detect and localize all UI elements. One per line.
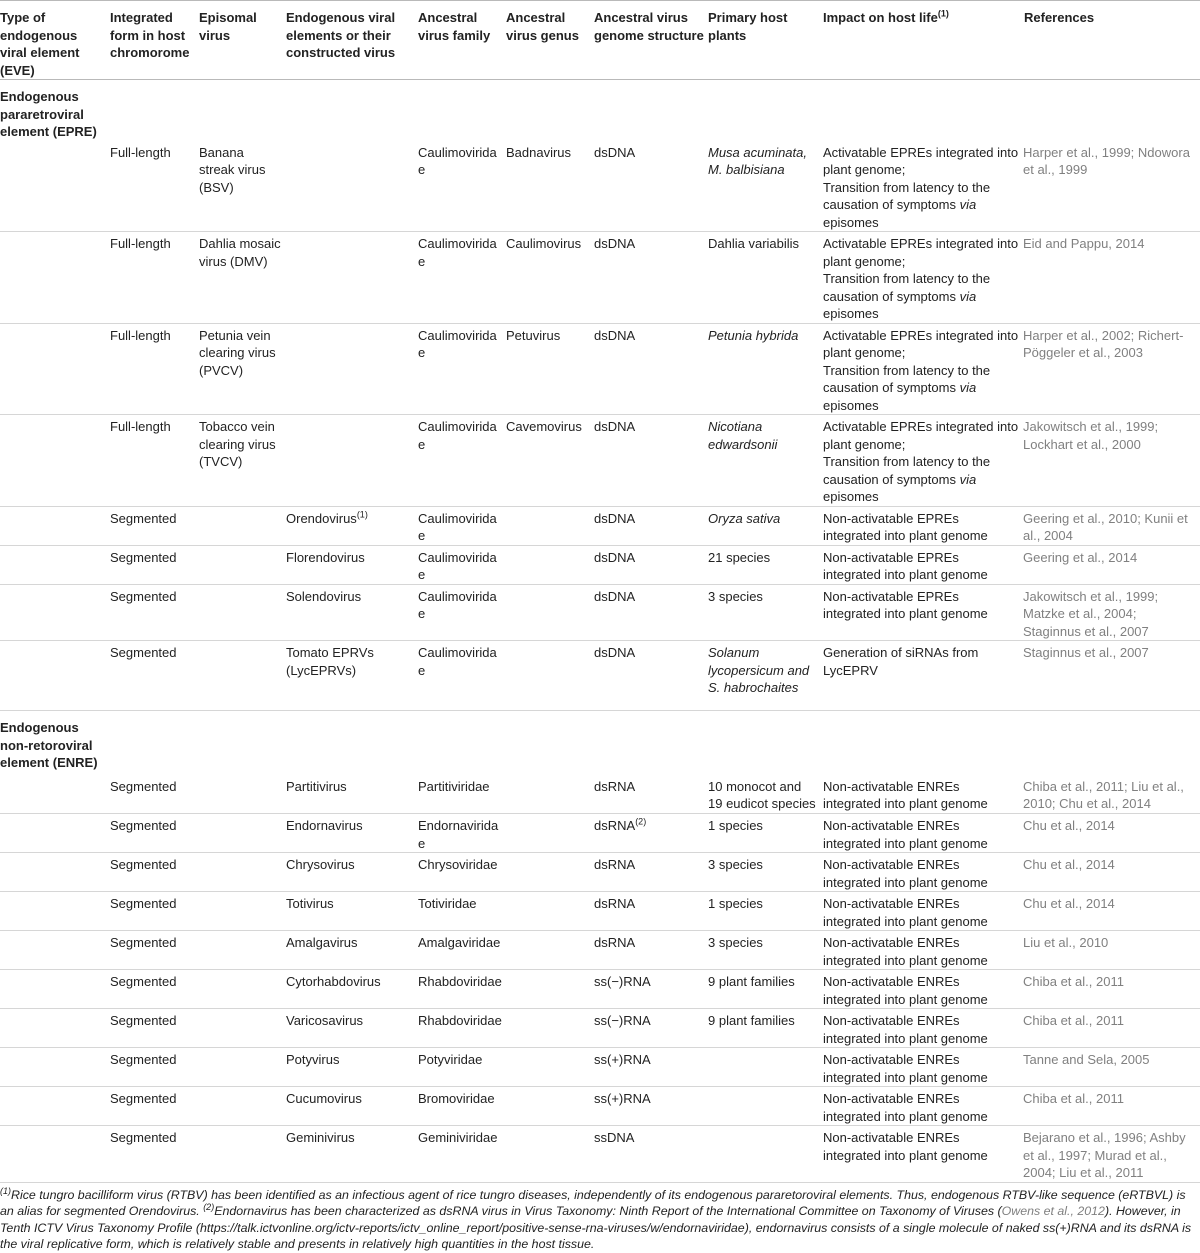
table-row <box>0 506 1200 545</box>
cell-host-plants: Solanum lycopersicum and S. habrochaites <box>708 641 823 711</box>
cell-host-plants: 3 species <box>708 584 823 641</box>
table-row <box>0 545 1200 584</box>
table-header-row <box>0 1 1200 80</box>
cell-integrated-form: Segmented <box>110 775 199 814</box>
cell-ancestral-family: Amalgaviridae <box>418 931 506 970</box>
cell-endogenous-element: Varicosavirus <box>286 1009 418 1048</box>
cell-integrated-form: Segmented <box>110 1009 199 1048</box>
cell-references[interactable]: Chiba et al., 2011 <box>1023 1009 1200 1048</box>
cell-episomal-virus: Banana streak virus (BSV) <box>199 141 286 232</box>
table-row <box>0 1087 1200 1126</box>
impact-line: Activatable EPREs integrated into plant genome; <box>823 327 1019 360</box>
cell-references[interactable]: Eid and Pappu, 2014 <box>1023 232 1200 324</box>
cell-integrated-form: Segmented <box>110 1126 199 1183</box>
cell-integrated-form: Segmented <box>110 641 199 711</box>
cell-host-plants: Petunia hybrida <box>708 323 823 415</box>
cell-genome-structure: dsDNA <box>594 506 708 545</box>
cell-impact: Non-activatable ENREs integrated into plant genome <box>823 931 1023 970</box>
header-episomal-virus: Episomal virus <box>199 1 286 80</box>
impact-line: Transition from latency to the causation of symptoms via episomes <box>823 454 991 504</box>
cell-host-plants: Dahlia variabilis <box>708 232 823 324</box>
cell-ancestral-genus <box>506 814 594 853</box>
cell-eve-type <box>0 1048 110 1087</box>
cell-endogenous-element <box>286 141 418 232</box>
cell-references[interactable]: Harper et al., 2002; Richert-Pöggeler et al., 2003 <box>1023 323 1200 415</box>
cell-eve-type <box>0 141 110 232</box>
cell-genome-structure: dsRNA <box>594 892 708 931</box>
cell-genome-structure: dsRNA <box>594 853 708 892</box>
cell-eve-type <box>0 584 110 641</box>
cell-host-plants: 1 species <box>708 814 823 853</box>
cell-genome-structure: ss(−)RNA <box>594 970 708 1009</box>
cell-integrated-form: Segmented <box>110 1087 199 1126</box>
cell-impact: Non-activatable ENREs integrated into plant genome <box>823 814 1023 853</box>
section-label-epre: Endogenous pararetroviral element (EPRE) <box>0 89 97 139</box>
header-eve-type: Type of endogenous viral element (EVE) <box>0 1 110 80</box>
cell-eve-type <box>0 1087 110 1126</box>
cell-ancestral-family: Partitiviridae <box>418 775 506 814</box>
cell-ancestral-genus: Cavemovirus <box>506 415 594 507</box>
header-impact <box>823 1 1023 80</box>
impact-line: Transition from latency to the causation of symptoms via episomes <box>823 271 991 321</box>
cell-references[interactable]: Tanne and Sela, 2005 <box>1023 1048 1200 1087</box>
cell-integrated-form: Segmented <box>110 970 199 1009</box>
cell-ancestral-family: Caulimoviridae <box>418 545 506 584</box>
cell-impact: Non-activatable ENREs integrated into plant genome <box>823 775 1023 814</box>
cell-ancestral-genus <box>506 970 594 1009</box>
cell-genome-structure: dsDNA <box>594 584 708 641</box>
cell-endogenous-element: Cytorhabdovirus <box>286 970 418 1009</box>
cell-impact: Non-activatable ENREs integrated into plant genome <box>823 853 1023 892</box>
italic-via: via <box>959 197 977 212</box>
cell-host-plants <box>708 1048 823 1087</box>
cell-host-plants: 3 species <box>708 853 823 892</box>
cell-references[interactable]: Harper et al., 1999; Ndowora et al., 1999 <box>1023 141 1200 232</box>
section-row-enre <box>0 711 1200 775</box>
cell-ancestral-genus <box>506 1126 594 1183</box>
cell-references[interactable]: Jakowitsch et al., 1999; Matzke et al., 2004; Staginnus et al., 2007 <box>1023 584 1200 641</box>
cell-integrated-form: Full-length <box>110 232 199 324</box>
cell-host-plants: 9 plant families <box>708 1009 823 1048</box>
cell-endogenous-element-sup: (1) <box>356 509 368 520</box>
cell-episomal-virus: Dahlia mosaic virus (DMV) <box>199 232 286 324</box>
cell-ancestral-genus <box>506 1009 594 1048</box>
table-row <box>0 853 1200 892</box>
impact-line: Non-activatable EPREs integrated into plant genome <box>823 510 988 543</box>
header-ancestral-genus: Ancestral virus genus <box>506 1 594 80</box>
italic-via: via <box>959 288 977 304</box>
cell-genome-structure: dsDNA <box>594 415 708 507</box>
table-row <box>0 814 1200 853</box>
table-row <box>0 232 1200 324</box>
cell-endogenous-element: Partitivirus <box>286 775 418 814</box>
footnote-citation-link[interactable]: Owens et al., 2012 <box>1001 1204 1105 1218</box>
cell-ancestral-family: Caulimoviridae <box>418 584 506 641</box>
cell-episomal-virus <box>199 853 286 892</box>
cell-integrated-form: Full-length <box>110 141 199 232</box>
cell-eve-type <box>0 415 110 507</box>
cell-host-plants: 3 species <box>708 931 823 970</box>
cell-episomal-virus <box>199 1009 286 1048</box>
cell-ancestral-family: Rhabdoviridae <box>418 1009 506 1048</box>
cell-episomal-virus <box>199 931 286 970</box>
table-row <box>0 931 1200 970</box>
cell-ancestral-genus <box>506 1048 594 1087</box>
cell-host-plants <box>708 1087 823 1126</box>
cell-impact <box>823 641 1023 711</box>
impact-line: Non-activatable EPREs integrated into plant genome <box>823 588 988 621</box>
cell-ancestral-genus <box>506 584 594 641</box>
cell-episomal-virus <box>199 506 286 545</box>
cell-genome-structure: dsRNA <box>594 775 708 814</box>
header-integrated-form: Integrated form in host chromorome <box>110 1 199 80</box>
cell-ancestral-genus <box>506 931 594 970</box>
cell-endogenous-element: Totivirus <box>286 892 418 931</box>
cell-genome-structure: dsDNA <box>594 545 708 584</box>
table-row <box>0 970 1200 1009</box>
cell-integrated-form: Segmented <box>110 1048 199 1087</box>
table-row <box>0 641 1200 711</box>
cell-episomal-virus <box>199 814 286 853</box>
cell-genome-structure: ss(+)RNA <box>594 1048 708 1087</box>
cell-endogenous-element-text: Orendovirus <box>286 510 357 526</box>
cell-episomal-virus: Petunia vein clearing virus (PVCV) <box>199 323 286 415</box>
cell-impact: Non-activatable ENREs integrated into plant genome <box>823 1126 1023 1183</box>
cell-endogenous-element: Amalgavirus <box>286 931 418 970</box>
cell-host-plants: 10 monocot and 19 eudicot species <box>708 775 823 814</box>
header-impact-sup: (1) <box>937 8 949 19</box>
cell-genome-structure-text: dsRNA <box>594 818 636 833</box>
cell-eve-type <box>0 814 110 853</box>
cell-genome-structure: ss(−)RNA <box>594 1009 708 1048</box>
footnote-text-2: Endornavirus has been characterized as dsRNA virus in Virus Taxonomy: Ninth Report of the International Committee on Taxonomy of Viruses ( <box>214 1204 1002 1218</box>
cell-impact <box>823 141 1023 232</box>
cell-integrated-form: Segmented <box>110 892 199 931</box>
section-label-enre: Endogenous non-retoroviral element (ENRE) <box>0 720 98 770</box>
cell-endogenous-element: Endornavirus <box>286 814 418 853</box>
cell-host-plants <box>708 1126 823 1183</box>
cell-ancestral-genus: Badnavirus <box>506 141 594 232</box>
table-row <box>0 892 1200 931</box>
cell-ancestral-genus <box>506 545 594 584</box>
cell-genome-structure: dsDNA <box>594 641 708 711</box>
cell-references[interactable]: Bejarano et al., 1996; Ashby et al., 1997; Murad et al., 2004; Liu et al., 2011 <box>1023 1126 1200 1183</box>
cell-endogenous-element: Cucumovirus <box>286 1087 418 1126</box>
cell-impact: Non-activatable ENREs integrated into plant genome <box>823 892 1023 931</box>
cell-episomal-virus <box>199 1126 286 1183</box>
cell-endogenous-element <box>286 232 418 324</box>
cell-eve-type <box>0 970 110 1009</box>
impact-line: Non-activatable EPREs integrated into plant genome <box>823 549 988 582</box>
table-row <box>0 775 1200 814</box>
table-row <box>0 323 1200 415</box>
cell-ancestral-family: Chrysoviridae <box>418 853 506 892</box>
cell-impact <box>823 506 1023 545</box>
cell-integrated-form: Full-length <box>110 415 199 507</box>
footnote-text-3: ). However, in Tenth ICTV Virus Taxonomy Profile (https://talk.ictvonline.org/ictv-reports/ictv_online_report/positive-sense-rna-viruses/w/endornaviridae), endornavirus consists of a single molecule of naked ss(+)RNA and its dsRNA is the viral replicative form, which is relatively stable and presents in relatively high quantities in the host tissue. <box>0 1204 1192 1251</box>
cell-genome-structure: ss(+)RNA <box>594 1087 708 1126</box>
cell-ancestral-family: Caulimoviridae <box>418 141 506 232</box>
cell-genome-structure: dsRNA <box>594 931 708 970</box>
cell-episomal-virus <box>199 1048 286 1087</box>
cell-impact <box>823 584 1023 641</box>
cell-impact: Non-activatable ENREs integrated into plant genome <box>823 1087 1023 1126</box>
header-endogenous-elements: Endogenous viral elements or their constructed virus <box>286 1 418 80</box>
table-row <box>0 1048 1200 1087</box>
impact-line: Activatable EPREs integrated into plant genome; <box>823 419 1019 452</box>
table-row <box>0 141 1200 232</box>
cell-ancestral-family: Bromoviridae <box>418 1087 506 1126</box>
cell-host-plants: Oryza sativa <box>708 506 823 545</box>
cell-host-plants: 9 plant families <box>708 970 823 1009</box>
cell-eve-type <box>0 323 110 415</box>
cell-impact <box>823 545 1023 584</box>
cell-eve-type <box>0 1126 110 1183</box>
cell-episomal-virus <box>199 545 286 584</box>
cell-integrated-form: Segmented <box>110 506 199 545</box>
section-row-epre <box>0 80 1200 141</box>
cell-endogenous-element: Tomato EPRVs (LycEPRVs) <box>286 641 418 711</box>
cell-episomal-virus <box>199 1087 286 1126</box>
cell-endogenous-element <box>286 506 418 545</box>
cell-ancestral-family: Caulimoviridae <box>418 641 506 711</box>
impact-line: Generation of siRNAs from LycEPRV <box>823 645 979 678</box>
cell-references[interactable]: Geering et al., 2010; Kunii et al., 2004 <box>1023 506 1200 545</box>
impact-line: Transition from latency to the causation of symptoms via episomes <box>823 362 991 413</box>
cell-episomal-virus <box>199 641 286 711</box>
cell-endogenous-element: Potyvirus <box>286 1048 418 1087</box>
cell-endogenous-element: Solendovirus <box>286 584 418 641</box>
cell-ancestral-family: Caulimoviridae <box>418 415 506 507</box>
cell-impact <box>823 415 1023 507</box>
cell-genome-structure-sup: (2) <box>635 816 647 827</box>
cell-endogenous-element <box>286 415 418 507</box>
cell-integrated-form: Segmented <box>110 931 199 970</box>
cell-references[interactable]: Liu et al., 2010 <box>1023 931 1200 970</box>
cell-host-plants: 21 species <box>708 545 823 584</box>
cell-ancestral-genus <box>506 1087 594 1126</box>
cell-ancestral-family: Caulimoviridae <box>418 323 506 415</box>
cell-eve-type <box>0 775 110 814</box>
header-genome-structure: Ancestral virus genome structure <box>594 1 708 80</box>
cell-references[interactable]: Staginnus et al., 2007 <box>1023 641 1200 711</box>
cell-impact: Non-activatable ENREs integrated into plant genome <box>823 970 1023 1009</box>
italic-via: via <box>959 380 977 395</box>
cell-references[interactable]: Geering et al., 2014 <box>1023 545 1200 584</box>
table-row <box>0 584 1200 641</box>
cell-eve-type <box>0 641 110 711</box>
cell-ancestral-family: Endornaviridae <box>418 814 506 853</box>
cell-references[interactable]: Chu et al., 2014 <box>1023 814 1200 853</box>
cell-genome-structure: dsDNA <box>594 141 708 232</box>
cell-episomal-virus <box>199 775 286 814</box>
cell-references[interactable]: Chiba et al., 2011; Liu et al., 2010; Chu et al., 2014 <box>1023 775 1200 814</box>
cell-ancestral-genus <box>506 892 594 931</box>
cell-eve-type <box>0 892 110 931</box>
cell-integrated-form: Segmented <box>110 814 199 853</box>
cell-ancestral-family: Potyviridae <box>418 1048 506 1087</box>
cell-genome-structure: dsDNA <box>594 232 708 324</box>
cell-ancestral-genus: Caulimovirus <box>506 232 594 324</box>
cell-episomal-virus <box>199 892 286 931</box>
cell-impact: Non-activatable ENREs integrated into plant genome <box>823 1009 1023 1048</box>
cell-references[interactable]: Jakowitsch et al., 1999; Lockhart et al., 2000 <box>1023 415 1200 507</box>
footnote-sup-1: (1) <box>0 1185 11 1196</box>
cell-episomal-virus <box>199 584 286 641</box>
table-row <box>0 415 1200 507</box>
cell-ancestral-genus: Petuvirus <box>506 323 594 415</box>
cell-episomal-virus <box>199 970 286 1009</box>
cell-impact <box>823 323 1023 415</box>
cell-ancestral-family: Totiviridae <box>418 892 506 931</box>
cell-references[interactable]: Chu et al., 2014 <box>1023 892 1200 931</box>
cell-integrated-form: Segmented <box>110 545 199 584</box>
cell-ancestral-family: Caulimoviridae <box>418 232 506 324</box>
cell-host-plants: 1 species <box>708 892 823 931</box>
footnote-sup-2: (2) <box>203 1201 215 1212</box>
cell-genome-structure: ssDNA <box>594 1126 708 1183</box>
impact-line: Activatable EPREs integrated into plant genome; <box>823 236 1019 269</box>
cell-eve-type <box>0 232 110 324</box>
cell-host-plants: Musa acuminata, M. balbisiana <box>708 141 823 232</box>
cell-references[interactable]: Chiba et al., 2011 <box>1023 1087 1200 1126</box>
cell-ancestral-family: Geminiviridae <box>418 1126 506 1183</box>
cell-endogenous-element: Geminivirus <box>286 1126 418 1183</box>
table-row <box>0 1126 1200 1183</box>
cell-ancestral-genus <box>506 506 594 545</box>
cell-ancestral-genus <box>506 775 594 814</box>
cell-eve-type <box>0 506 110 545</box>
cell-impact: Non-activatable ENREs integrated into plant genome <box>823 1048 1023 1087</box>
header-host-plants: Primary host plants <box>708 1 823 80</box>
cell-eve-type <box>0 1009 110 1048</box>
cell-genome-structure: dsDNA <box>594 323 708 415</box>
cell-integrated-form: Segmented <box>110 853 199 892</box>
table-footnote <box>0 1183 1200 1253</box>
cell-episomal-virus: Tobacco vein clearing virus (TVCV) <box>199 415 286 507</box>
cell-eve-type <box>0 931 110 970</box>
cell-host-plants: Nicotiana edwardsonii <box>708 415 823 507</box>
header-impact-label: Impact on host life <box>823 10 938 25</box>
cell-references[interactable]: Chu et al., 2014 <box>1023 853 1200 892</box>
italic-via: via <box>959 471 977 487</box>
cell-eve-type <box>0 545 110 584</box>
cell-ancestral-genus <box>506 641 594 711</box>
cell-ancestral-genus <box>506 853 594 892</box>
impact-line: Transition from latency to the causation of symptoms via episomes <box>823 179 991 230</box>
cell-impact <box>823 232 1023 324</box>
cell-ancestral-family: Rhabdoviridae <box>418 970 506 1009</box>
impact-line: Activatable EPREs integrated into plant genome; <box>823 144 1019 177</box>
cell-endogenous-element: Chrysovirus <box>286 853 418 892</box>
cell-integrated-form: Segmented <box>110 584 199 641</box>
cell-genome-structure <box>594 814 708 853</box>
table-row <box>0 1009 1200 1048</box>
cell-endogenous-element: Florendovirus <box>286 545 418 584</box>
header-references: References <box>1023 1 1200 80</box>
header-ancestral-family: Ancestral virus family <box>418 1 506 80</box>
cell-ancestral-family: Caulimoviridae <box>418 506 506 545</box>
cell-eve-type <box>0 853 110 892</box>
cell-integrated-form: Full-length <box>110 323 199 415</box>
cell-endogenous-element <box>286 323 418 415</box>
footnote-text-1: Rice tungro bacilliform virus (RTBV) has been identified as an infectious agent of rice tungro diseases, independently of its endogenous pararetoroviral elements. Thus, endogenous RTBV-like sequence (eRTBVL) is an alias for segmented Orendovirus. <box>0 1187 1186 1218</box>
cell-references[interactable]: Chiba et al., 2011 <box>1023 970 1200 1009</box>
